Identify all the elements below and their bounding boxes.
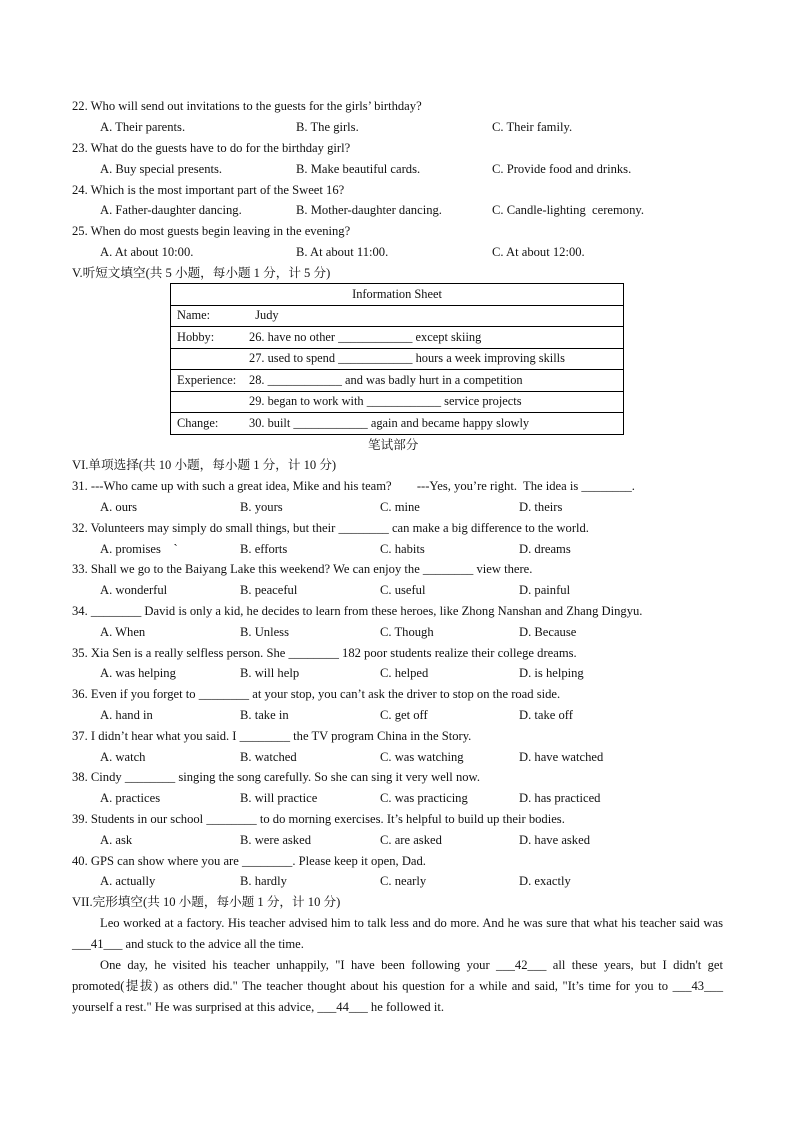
option-31a: A. ours — [100, 500, 138, 514]
option-35c: C. helped — [380, 666, 429, 680]
option-40d: D. exactly — [519, 874, 571, 888]
option-32d: D. dreams — [519, 542, 571, 556]
option-31b: B. yours — [240, 500, 283, 514]
option-39d: D. have asked — [519, 833, 590, 847]
option-39b: B. were asked — [240, 833, 311, 847]
row-content: Judy — [243, 305, 624, 327]
table-title: Information Sheet — [171, 284, 624, 306]
option-24c: C. Candle-lighting ceremony. — [492, 203, 645, 217]
question-23: 23. What do the guests have to do for the birthday girl? — [72, 141, 351, 155]
question-37: 37. I didn’t hear what you said. I ________ the TV program China in the Story. — [72, 729, 472, 743]
option-24a: A. Father-daughter dancing. — [100, 203, 242, 217]
row-label — [171, 391, 244, 413]
option-22a: A. Their parents. — [100, 120, 186, 134]
option-38b: B. will practice — [240, 791, 318, 805]
option-34a: A. When — [100, 625, 146, 639]
option-36d: D. take off — [519, 708, 573, 722]
question-38: 38. Cindy ________ singing the song carefully. So she can sing it very well now. — [72, 770, 480, 784]
option-37d: D. have watched — [519, 750, 604, 764]
question-22: 22. Who will send out invitations to the guests for the girls’ birthday? — [72, 99, 422, 113]
option-34c: C. Though — [380, 625, 434, 639]
option-35a: A. was helping — [100, 666, 176, 680]
row-content: 29. began to work with ____________ service projects — [243, 391, 624, 413]
option-32b: B. efforts — [240, 542, 288, 556]
option-39c: C. are asked — [380, 833, 442, 847]
option-24b: B. Mother-daughter dancing. — [296, 203, 442, 217]
option-22b: B. The girls. — [296, 120, 359, 134]
option-34b: B. Unless — [240, 625, 289, 639]
cloze-paragraph-2: One day, he visited his teacher unhappily, "I have been following your ___42___ all these years, but I didn't get promoted(提拔) as others did." The teacher thought about his question for a while and said, "It’s time for you to ___43___ yourself a rest." He was surprised at this advice, ___44___ he followed it. — [72, 958, 723, 1014]
option-38c: C. was practicing — [380, 791, 468, 805]
option-36b: B. take in — [240, 708, 289, 722]
option-40b: B. hardly — [240, 874, 287, 888]
option-23c: C. Provide food and drinks. — [492, 162, 632, 176]
question-39: 39. Students in our school ________ to do morning exercises. It’s helpful to build up their bodies. — [72, 812, 565, 826]
option-31c: C. mine — [380, 500, 420, 514]
option-37c: C. was watching — [380, 750, 464, 764]
option-35b: B. will help — [240, 666, 300, 680]
written-part-heading: 笔试部分 — [368, 438, 419, 452]
option-40a: A. actually — [100, 874, 156, 888]
option-38d: D. has practiced — [519, 791, 601, 805]
row-label: Change: — [171, 413, 244, 435]
cloze-paragraph-1: Leo worked at a factory. His teacher advised him to talk less and do more. And he was sure that what his teacher said was ___41___ and stuck to the advice all the time. — [72, 916, 723, 951]
question-36: 36. Even if you forget to ________ at your stop, you can’t ask the driver to stop on the road side. — [72, 687, 561, 701]
option-25a: A. At about 10:00. — [100, 245, 194, 259]
section-6-title: VI.单项选择(共 10 小题，每小题 1 分，计 10 分) — [72, 458, 337, 472]
question-40: 40. GPS can show where you are ________. Please keep it open, Dad. — [72, 854, 426, 868]
option-33d: D. painful — [519, 583, 571, 597]
row-label: Hobby: — [171, 327, 244, 349]
row-content: 26. have no other ____________ except skiing — [243, 327, 624, 349]
row-content: 28. ____________ and was badly hurt in a competition — [243, 370, 624, 392]
option-36a: A. hand in — [100, 708, 153, 722]
question-34: 34. ________ David is only a kid, he decides to learn from these heroes, like Zhong Nanshan and Zhang Dingyu. — [72, 604, 643, 618]
row-content: 27. used to spend ____________ hours a week improving skills — [243, 348, 624, 370]
option-25c: C. At about 12:00. — [492, 245, 585, 259]
row-label: Name: — [171, 305, 244, 327]
section-5-title: V.听短文填空(共 5 小题，每小题 1 分，计 5 分) — [72, 266, 331, 280]
question-31: 31. ---Who came up with such a great idea, Mike and his team? ---Yes, you’re right. The idea is ________. — [72, 479, 635, 493]
question-35: 35. Xia Sen is a really selfless person. She ________ 182 poor students realize their college dreams. — [72, 646, 577, 660]
option-34d: D. Because — [519, 625, 577, 639]
option-23a: A. Buy special presents. — [100, 162, 223, 176]
row-content: 30. built ____________ again and became happy slowly — [243, 413, 624, 435]
option-37b: B. watched — [240, 750, 297, 764]
option-32c: C. habits — [380, 542, 425, 556]
information-sheet-table — [170, 283, 624, 435]
row-label: Experience: — [171, 370, 244, 392]
option-40c: C. nearly — [380, 874, 427, 888]
option-33c: C. useful — [380, 583, 426, 597]
section-7-title: VII.完形填空(共 10 小题，每小题 1 分，计 10 分) — [72, 895, 341, 909]
option-25b: B. At about 11:00. — [296, 245, 389, 259]
question-33: 33. Shall we go to the Baiyang Lake this weekend? We can enjoy the ________ view there. — [72, 562, 533, 576]
option-22c: C. Their family. — [492, 120, 573, 134]
option-33a: A. wonderful — [100, 583, 168, 597]
question-25: 25. When do most guests begin leaving in the evening? — [72, 224, 351, 238]
option-37a: A. watch — [100, 750, 146, 764]
option-35d: D. is helping — [519, 666, 584, 680]
row-label — [171, 348, 244, 370]
question-32: 32. Volunteers may simply do small things, but their ________ can make a big difference to the world. — [72, 521, 589, 535]
option-38a: A. practices — [100, 791, 161, 805]
option-23b: B. Make beautiful cards. — [296, 162, 421, 176]
option-39a: A. ask — [100, 833, 133, 847]
option-33b: B. peaceful — [240, 583, 298, 597]
option-36c: C. get off — [380, 708, 428, 722]
option-31d: D. theirs — [519, 500, 563, 514]
option-32a: A. promises ` — [100, 542, 178, 556]
question-24: 24. Which is the most important part of the Sweet 16? — [72, 183, 345, 197]
